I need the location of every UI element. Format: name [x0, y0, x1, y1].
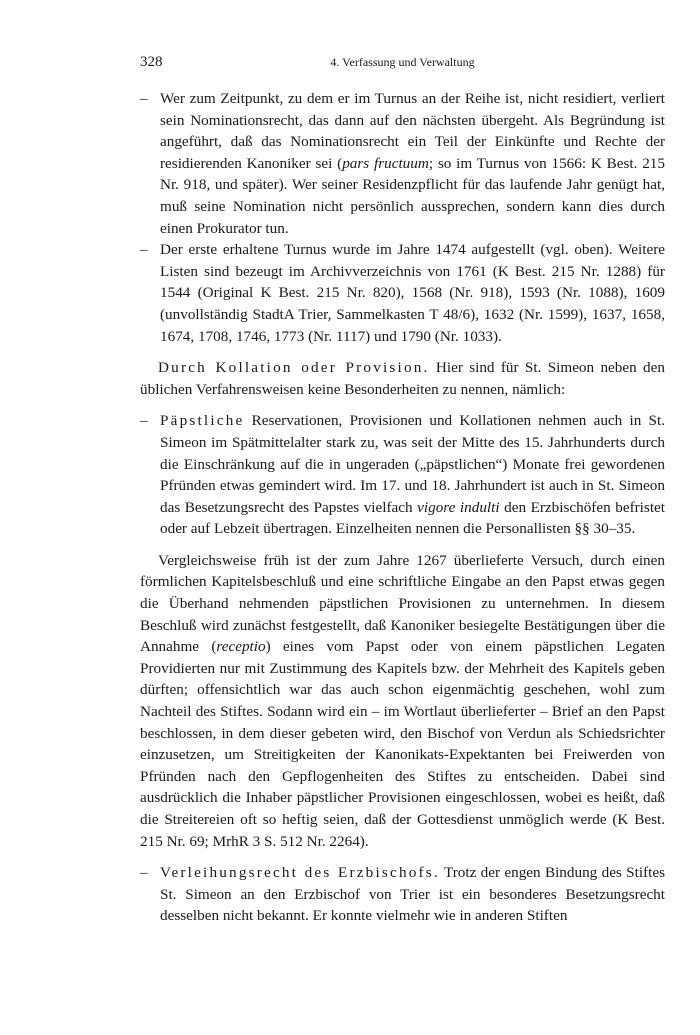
- italic-term: vigore indulti: [417, 498, 500, 516]
- dash-bullet: –: [140, 412, 148, 430]
- paragraph: Durch Kollation oder Provision. Hier sind für St. Simeon neben den üblichen Verfahrensweisen keine Besonderheiten zu nennen, nämlich:: [140, 359, 665, 398]
- list-item-text: Der erste erhaltene Turnus wurde im Jahre 1474 aufgestellt (vgl. oben). Weitere Listen sind bezeugt im Archivverzeichnis von 1761 (K Best. 215 Nr. 1288) für 1544 (Original K Best. 215 Nr. 820), 1568 (Nr. 918), 1593 (Nr. 1088), 1609 (unvollständig StadtA Trier, Sammelkasten T 48/6), 1632 (Nr. 1599), 1637, 1658, 1674, 1708, 1746, 1773 (Nr. 1117) und 1790 (Nr. 1033).: [160, 241, 665, 345]
- paragraph: Vergleichsweise früh ist der zum Jahre 1267 überlieferte Versuch, durch einen förmlichen Kapitelsbeschluß und eine schriftliche Eingabe an den Papst etwas gegen die Überhand nehmenden päpstlichen Provisionen zu unternehmen. In diesem Beschluß wird zunächst festgestellt, daß Kanoniker besiegelte Bestätigungen über die Annahme (receptio) eines vom Papst oder von einem päpstlichen Legaten Providierten nur mit Zustimmung des Kapitels bzw. der Mehrheit des Kapitels geben dürften; offensichtlich war das auch schon eigenmächtig geschehen, wohl zum Nachteil des Stiftes. Sodann wird ein – im Wortlaut überlieferter – Brief an den Papst beschlossen, in dem dieser gebeten wird, den Bischof von Verdun als Schiedsrichter einzusetzen, um Streitigkeiten der Kanonikats-Expektanten bei Freiwerden von Pfründen nach den Gepflogenheiten des Stiftes zu entscheiden. Dabei sind ausdrücklich die Inhaber päpstlicher Provisionen eingeschlossen, wobei es heißt, daß die Streitereien oft so heftig seien, daß der Gottesdienst unmöglich werde (K Best. 215 Nr. 69; MrhR 3 S. 512 Nr. 2264).: [140, 551, 665, 850]
- dash-bullet: –: [140, 864, 148, 882]
- list-item-text: Wer zum Zeitpunkt, zu dem er im Turnus an der Reihe ist, nicht residiert, verliert sein Nominationsrecht, das dann auf den nächsten übergeht. Als Begründung ist angeführt, daß das Nominationsrecht ein Teil der Einkünfte und Rechte der residierenden Kanoniker sei (pars fructuum; so im Turnus von 1566: K Best. 215 Nr. 918, und später). Wer seiner Residenzpflicht für das laufende Jahr genügt hat, muß seine Nomination nicht persönlich aussprechen, sondern kann dies durch einen Prokurator tun.: [160, 90, 665, 237]
- list-item: [140, 410, 665, 540]
- italic-term: receptio: [216, 638, 266, 656]
- spaced-heading: Verleihungsrecht des Erzbischofs.: [160, 864, 440, 882]
- list-item-text: Verleihungsrecht des Erzbischofs. Trotz der engen Bindung des Stiftes St. Simeon an den Erzbischof von Trier ist ein besonderes Besetzungsrecht desselben nicht bekannt. Er konnte vielmehr wie in anderen Stiften: [160, 864, 665, 925]
- spaced-heading: Päpstliche: [160, 412, 245, 430]
- running-title: 4. Verfassung und Verwaltung: [330, 55, 475, 69]
- list-item: [140, 862, 665, 927]
- page-header: [140, 54, 665, 72]
- list-item: [140, 88, 665, 239]
- dash-bullet: –: [140, 241, 148, 259]
- spaced-heading: Durch Kollation oder Provision.: [158, 359, 430, 377]
- list-item: [140, 239, 665, 347]
- body-text: [140, 88, 665, 927]
- italic-term: pars fructuum: [342, 154, 429, 172]
- dash-bullet: –: [140, 90, 148, 107]
- page-number: 328: [140, 54, 163, 70]
- list-item-text: Päpstliche Reservationen, Provisionen und Kollationen nehmen auch in St. Simeon im Spätmittelalter stark zu, was seit der Mitte des 15. Jahrhunderts durch die Einschränkung auf die in ungeraden („päpstlichen“) Monate frei gewordenen Pfründen etwas gemindert wird. Im 17. und 18. Jahrhundert ist auch in St. Simeon das Besetzungsrecht des Papstes vielfach vigore indulti den Erzbischöfen befristet oder auf Lebzeit übertragen. Einzelheiten nennen die Personallisten §§ 30–35.: [160, 412, 665, 538]
